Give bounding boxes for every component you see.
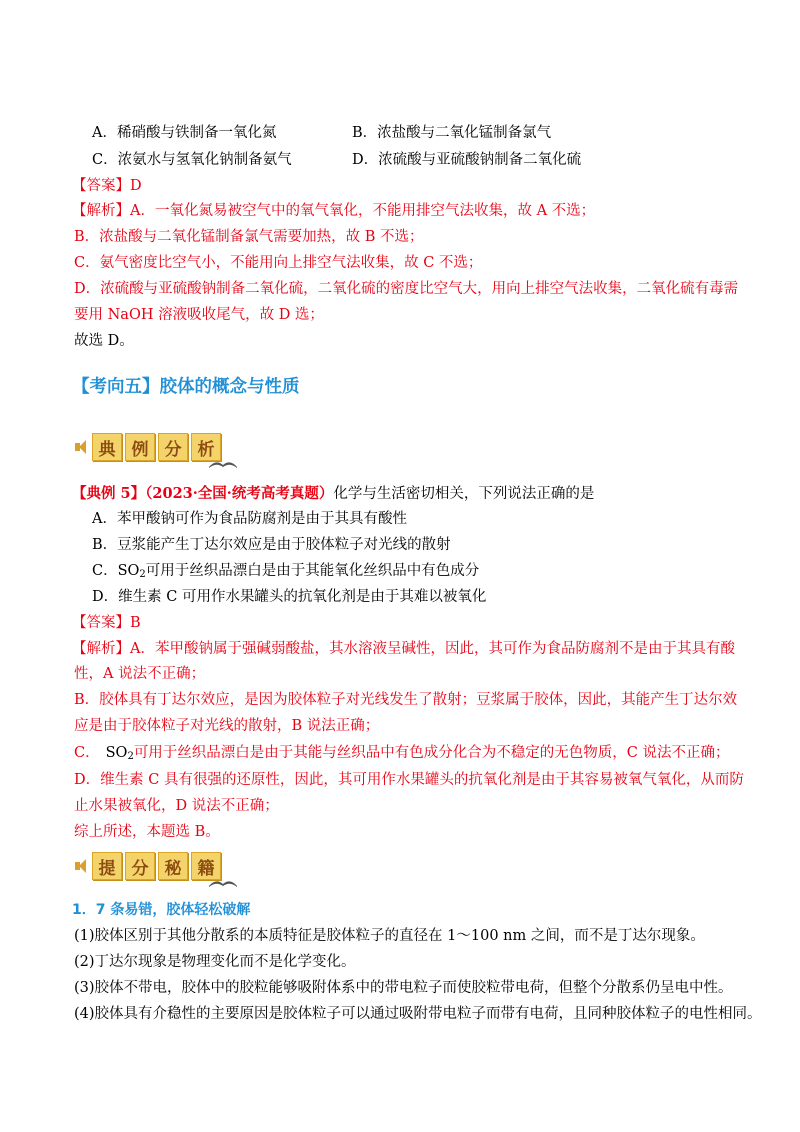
banner-example-analysis [74, 432, 224, 462]
tips-item-3: (3)胶体不带电，胶体中的胶粒能够吸附体系中的带电粒子而使胶粒带电荷，但整个分散系仍呈电中性。 [74, 980, 733, 996]
answer-tag: 【答案】 [72, 178, 130, 194]
analysis-2-line-4: 应是由于胶体粒子对光线的散射，B 说法正确； [74, 718, 380, 734]
example-5-stem [72, 482, 594, 503]
tips-item-4: (4)胶体具有介稳性的主要原因是胶体粒子可以通过吸附带电粒子而带有电荷，且同种胶体粒子的电性相同。 [74, 1006, 762, 1022]
option-c: C．浓氨水与氢氧化钠制备氨气 [92, 152, 292, 168]
banner-char: 提 [92, 852, 122, 880]
example-5-option-a: A．苯甲酸钠可作为食品防腐剂是由于其具有酸性 [92, 511, 407, 527]
banner-char: 例 [125, 433, 155, 461]
example-5-option-d: D．维生素 C 可用作水果罐头的抗氧化剂是由于其难以被氧化 [92, 589, 487, 605]
analysis-1-line-5: 要用 NaOH 溶液吸收尾气，故 D 选； [74, 307, 324, 323]
analysis-2-line-5: C． $SO_2$可用于丝织品漂白是由于其能与丝织品中有色成分化合为不稳定的无色物质，C 说法不正确； [74, 745, 730, 762]
book-icon [208, 876, 238, 888]
banner-tips [74, 851, 224, 881]
speaker-icon [74, 858, 90, 874]
option-b: B．浓盐酸与二氧化锰制备氯气 [352, 125, 552, 141]
banner-char: 分 [125, 852, 155, 880]
banner-char: 分 [158, 433, 188, 461]
analysis-2-line-8: 综上所述，本题选 B。 [74, 824, 220, 840]
option-a: A．稀硝酸与铁制备一氧化氮 [92, 125, 277, 141]
tips-item-2: (2)丁达尔现象是物理变化而不是化学变化。 [74, 954, 356, 970]
analysis-2-line-1: 【解析】A．苯甲酸钠属于强碱弱酸盐，其水溶液呈碱性，因此，其可作为食品防腐剂不是由于其具有酸 [72, 641, 735, 657]
tips-heading: 1．7 条易错，胶体轻松破解 [72, 902, 251, 918]
banner-char: 典 [92, 433, 122, 461]
banner-char: 秘 [158, 852, 188, 880]
analysis-2-line-6: D．维生素 C 具有很强的还原性，因此，其可用作水果罐头的抗氧化剂是由于其容易被氧气氧化，从而防 [74, 772, 744, 788]
analysis-tag: 【解析】 [72, 203, 130, 219]
analysis-1-line-1: 【解析】A．一氧化氮易被空气中的氧气氧化，不能用排空气法收集，故 A 不选； [72, 203, 596, 219]
analysis-1-line-2: B．浓盐酸与二氧化锰制备氯气需要加热，故 B 不选； [74, 229, 424, 245]
speaker-icon [74, 439, 90, 455]
example-5-option-b: B．豆浆能产生丁达尔效应是由于胶体粒子对光线的散射 [92, 537, 451, 553]
answer-1 [72, 174, 142, 195]
analysis-1-line-6: 故选 D。 [74, 333, 134, 349]
example-source: （2023·全国·统考高考真题） [145, 485, 334, 502]
answer-value: B [130, 615, 141, 631]
analysis-1-line-4: D．浓硫酸与亚硫酸钠制备二氧化硫，二氧化硫的密度比空气大，用向上排空气法收集，二氧化硫有毒需 [74, 281, 739, 297]
analysis-2-line-7: 止水果被氧化，D 说法不正确； [74, 798, 279, 814]
tips-item-1: (1)胶体区别于其他分散系的本质特征是胶体粒子的直径在 1～100 nm 之间，而不是丁达尔现象。 [74, 928, 705, 944]
book-icon [208, 457, 238, 469]
analysis-1-line-3: C．氨气密度比空气小，不能用向上排空气法收集，故 C 不选； [74, 255, 483, 271]
answer-tag: 【答案】 [72, 615, 130, 631]
section-title: 【考向五】胶体的概念与性质 [72, 377, 300, 397]
banner-char: 析 [191, 433, 221, 461]
example-5-option-c: C．$SO_2$可用于丝织品漂白是由于其能氧化丝织品中有色成分 [92, 563, 480, 580]
option-d: D．浓硫酸与亚硫酸钠制备二氧化硫 [352, 152, 582, 168]
analysis-tag: 【解析】 [72, 641, 130, 657]
analysis-2-line-3: B．胶体具有丁达尔效应，是因为胶体粒子对光线发生了散射；豆浆属于胶体，因此，其能产生丁达尔效 [74, 692, 738, 708]
example-tag: 【典例 5】 [72, 485, 146, 502]
analysis-2-line-2: 性，A 说法不正确； [74, 666, 206, 682]
answer-value: D [130, 178, 142, 194]
banner-char: 籍 [191, 852, 221, 880]
example-question: 化学与生活密切相关，下列说法正确的是 [333, 486, 595, 502]
answer-2 [72, 611, 141, 632]
